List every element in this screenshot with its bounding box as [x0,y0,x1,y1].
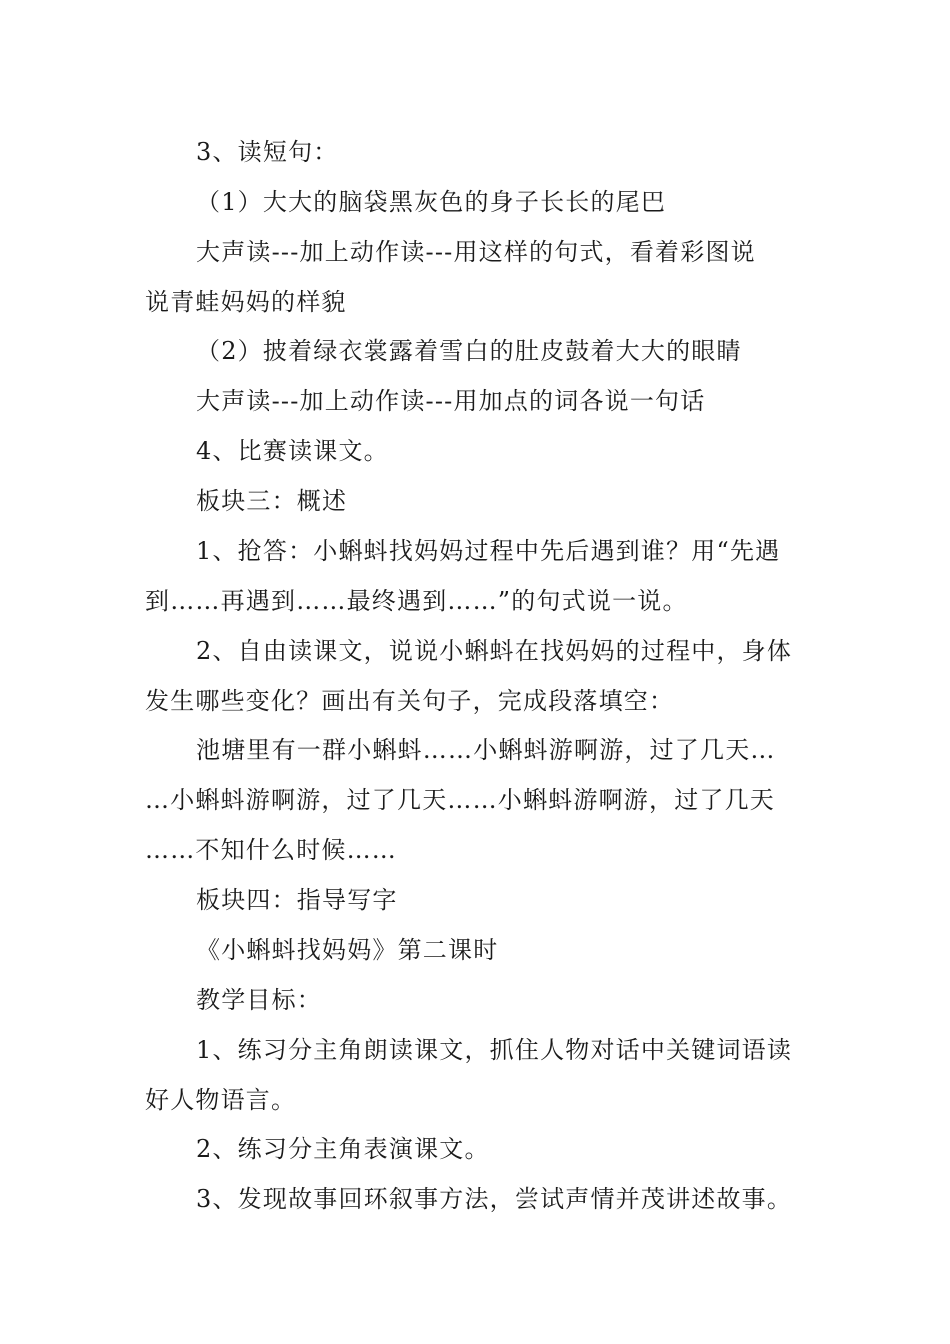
text-line: 大声读---加上动作读---用加点的词各说一句话 [196,387,706,415]
section-heading: 板块四：指导写字 [196,886,398,914]
text-line: 教学目标： [196,986,322,1014]
text-line: 3、发现故事回环叙事方法，尝试声情并茂讲述故事。 [196,1185,793,1213]
text-line: 1、练习分主角朗读课文，抓住人物对话中关键词语读 [196,1036,793,1064]
text-line: 3、读短句： [196,138,339,166]
text-line: 1、抢答：小蝌蚪找妈妈过程中先后遇到谁？用“先遇 [196,537,781,565]
text-line: 大声读---加上动作读---用这样的句式，看着彩图说 [196,238,756,266]
text-line: ……不知什么时候…… [145,836,397,864]
section-heading: 板块三：概述 [196,487,348,515]
section-heading: 《小蝌蚪找妈妈》第二课时 [196,936,499,964]
text-line: 到……再遇到……最终遇到……”的句式说一说。 [145,587,688,615]
text-line: （1）大大的脑袋黑灰色的身子长长的尾巴 [196,188,667,216]
text-line: …小蝌蚪游啊游，过了几天……小蝌蚪游啊游，过了几天 [145,786,775,814]
text-line: 说青蛙妈妈的样貌 [145,288,347,316]
text-line: 2、练习分主角表演课文。 [196,1135,490,1163]
text-line: 好人物语言。 [145,1086,297,1114]
text-line: 2、自由读课文，说说小蝌蚪在找妈妈的过程中，身体 [196,637,793,665]
text-line: 池塘里有一群小蝌蚪……小蝌蚪游啊游，过了几天… [196,736,776,764]
text-line: 发生哪些变化？画出有关句子，完成段落填空： [145,687,675,715]
text-line: 4、比赛读课文。 [196,437,389,465]
text-line: （2）披着绿衣裳露着雪白的肚皮鼓着大大的眼睛 [196,337,742,365]
